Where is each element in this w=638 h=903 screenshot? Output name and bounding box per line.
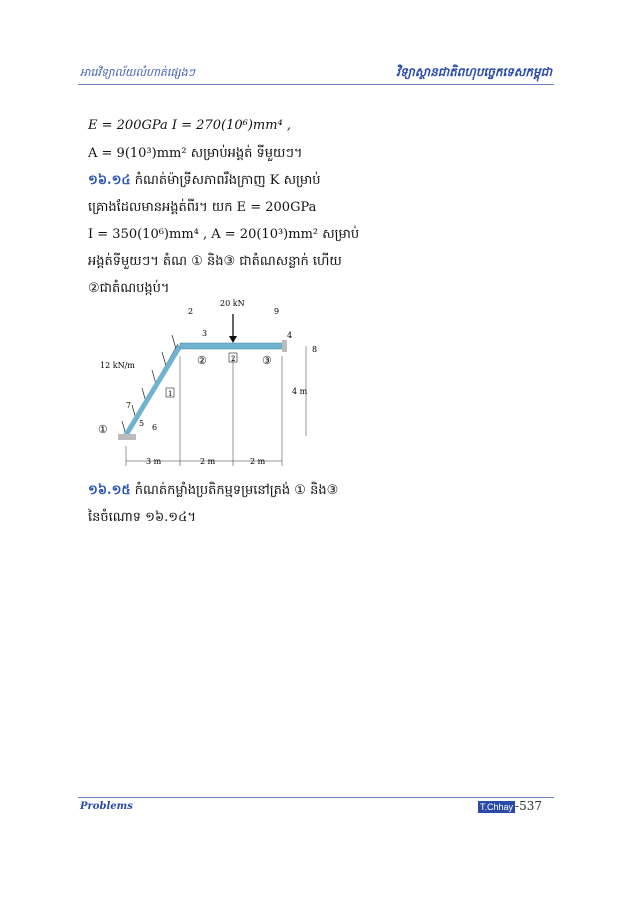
- author-badge: T.Chhay: [480, 802, 514, 812]
- node-9: 9: [274, 307, 280, 316]
- dist-load-label: 12 kN/m: [100, 361, 135, 370]
- point-load-label: 20 kN: [220, 299, 245, 308]
- joint-3: ③: [262, 354, 272, 367]
- page-number: -537: [515, 799, 542, 813]
- problem-number-2: ១៦.១៥: [88, 483, 131, 498]
- node-3: 3: [202, 329, 208, 338]
- header-rule: [78, 84, 554, 85]
- node-4: 4: [287, 331, 293, 340]
- frame-diagram: [96, 296, 340, 472]
- text-line-5: I = 350(10⁶)mm⁴ , A = 20(10³)mm² សម្រាប់: [88, 227, 360, 242]
- support-pin-1: [118, 434, 136, 440]
- dimension-4m: 4 m: [292, 387, 308, 396]
- text-line-6: អង្គត់ទីមួយៗ។ តំណ ① និង③ ជាតំណសន្លាក់ ហើយ: [88, 254, 342, 269]
- header-right-title: វិទ្យាស្ថានជាតិពហុបច្ចេកទេសកម្ពុជា: [396, 65, 552, 79]
- distributed-load: [122, 335, 178, 435]
- dimension-2m-a: 2 m: [200, 457, 216, 466]
- footer-right: [478, 799, 542, 813]
- node-7: 7: [126, 401, 132, 410]
- member-2-label: 2: [231, 355, 236, 363]
- node-8: 8: [312, 345, 318, 354]
- footer-rule: [78, 797, 554, 798]
- support-wall-3: [282, 340, 287, 352]
- member-2: [180, 343, 282, 349]
- problem-16-15: [88, 482, 338, 501]
- node-5: 5: [139, 419, 145, 428]
- problem-number: ១៦.១៤: [88, 173, 131, 188]
- dimension-lines: [126, 346, 306, 466]
- node-6: 6: [152, 423, 158, 432]
- problem-text-2: កំណត់កម្លាំងប្រតិកម្មទម្រនៅត្រង់ ① និង③: [130, 483, 339, 498]
- member-1-label: 1: [168, 390, 173, 398]
- dimension-3m: 3 m: [146, 457, 162, 466]
- problem-16-14: [88, 172, 321, 191]
- text-line-7: ②ជាតំណបង្កប់។: [88, 281, 170, 296]
- point-load-head: [229, 336, 237, 343]
- text-line-2: A = 9(10³)mm² សម្រាប់អង្គត់ ទីមួយៗ។: [88, 146, 303, 161]
- problem-text: កំណត់ម៉ាទ្រីសភាពរឹងក្រាញ K សម្រាប់: [130, 173, 321, 188]
- joint-1: ①: [98, 423, 108, 436]
- footer-left: Problems: [80, 801, 133, 812]
- text-line-1: E = 200GPa I = 270(10⁶)mm⁴ ,: [88, 118, 292, 133]
- text-line-4: គ្រោងដែលមានអង្គត់ពីរ។ យក E = 200GPa: [88, 200, 317, 215]
- header-left-title: អារេវិទ្យាល័យលំហាត់ផ្សេងៗ: [80, 66, 195, 79]
- text-line-9: នៃចំណោទ ១៦.១៤។: [88, 510, 196, 525]
- node-2: 2: [188, 307, 194, 316]
- joint-2: ②: [197, 354, 207, 367]
- dimension-2m-b: 2 m: [250, 457, 266, 466]
